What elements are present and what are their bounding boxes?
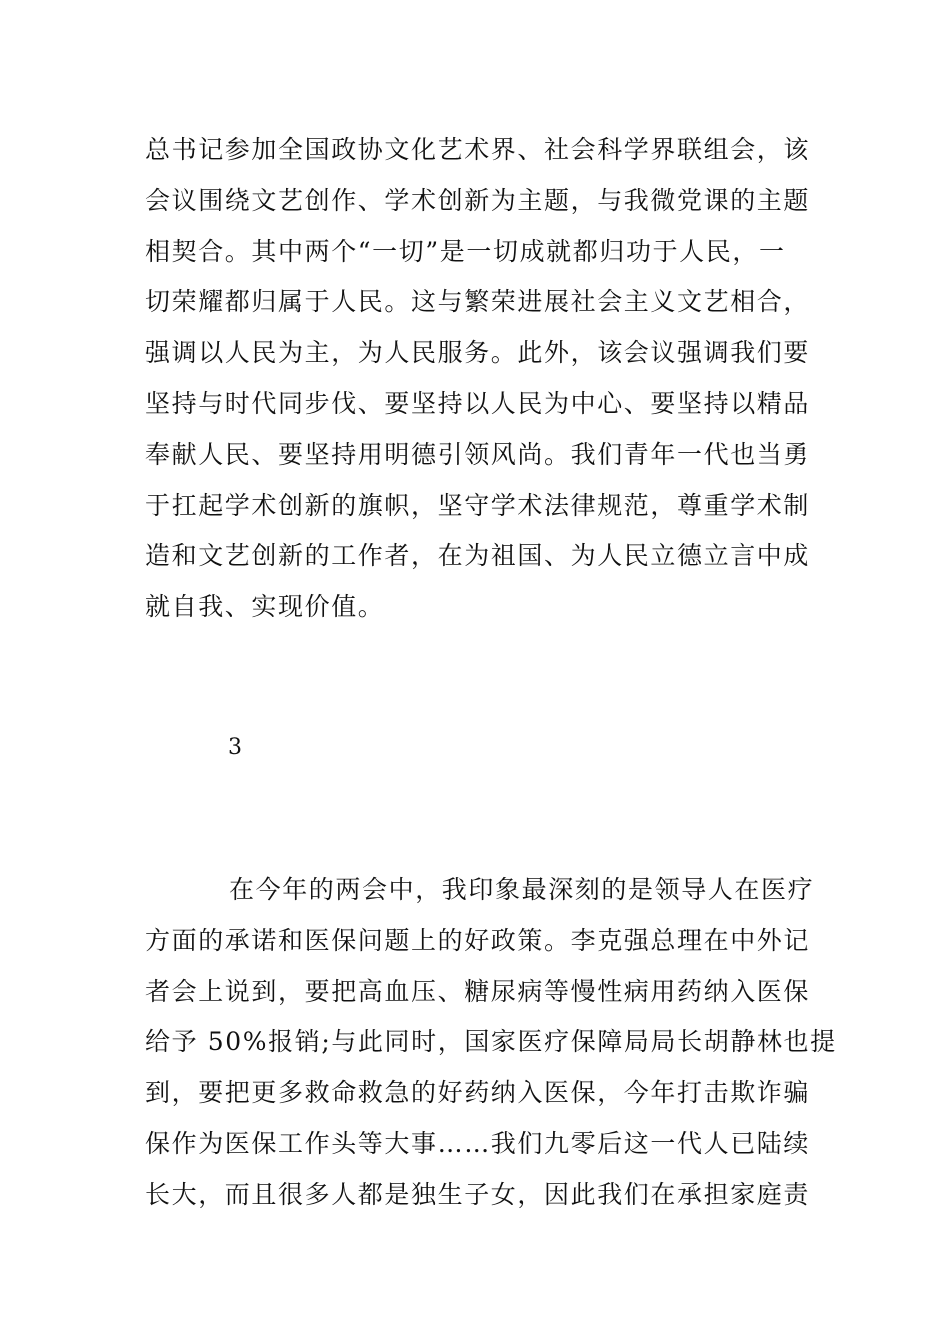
paragraph-2-line: 长大，而且很多人都是独生子女，因此我们在承担家庭责	[145, 1179, 811, 1209]
paragraph-2-line: 方面的承诺和医保问题上的好政策。李克强总理在中外记	[145, 925, 811, 955]
paragraph-1-line: 会议围绕文艺创作、学术创新为主题，与我微党课的主题	[145, 185, 811, 215]
paragraph-1-line: 坚持与时代同步伐、要坚持以人民为中心、要坚持以精品	[145, 388, 811, 418]
paragraph-1-line: 奉献人民、要坚持用明德引领风尚。我们青年一代也当勇	[145, 439, 811, 469]
paragraph-1-line: 相契合。其中两个“一切”是一切成就都归功于人民，一	[145, 236, 786, 266]
paragraph-2-line: 保作为医保工作头等大事……我们九零后这一代人已陆续	[145, 1128, 811, 1158]
paragraph-2-line: 到，要把更多救命救急的好药纳入医保，今年打击欺诈骗	[145, 1078, 811, 1108]
paragraph-2-line: 给予 50%报销;与此同时，国家医疗保障局局长胡静林也提	[145, 1027, 837, 1057]
paragraph-1-line: 强调以人民为主，为人民服务。此外，该会议强调我们要	[145, 338, 811, 368]
paragraph-1-line: 于扛起学术创新的旗帜，坚守学术法律规范，尊重学术制	[145, 490, 811, 520]
paragraph-1-line: 造和文艺创新的工作者，在为祖国、为人民立德立言中成	[145, 541, 811, 571]
paragraph-2-line: 在今年的两会中，我印象最深刻的是领导人在医疗	[229, 875, 815, 904]
section-number: 3	[228, 735, 242, 760]
paragraph-2	[145, 865, 837, 1221]
paragraph-1-line: 总书记参加全国政协文化艺术界、社会科学界联组会，该	[145, 135, 811, 164]
paragraph-1-line: 切荣耀都归属于人民。这与繁荣进展社会主义文艺相合，	[145, 287, 811, 317]
paragraph-2-line: 者会上说到，要把高血压、糖尿病等慢性病用药纳入医保	[145, 976, 811, 1006]
paragraph-1-line: 就自我、实现价值。	[145, 592, 385, 622]
paragraph-1	[145, 125, 810, 633]
